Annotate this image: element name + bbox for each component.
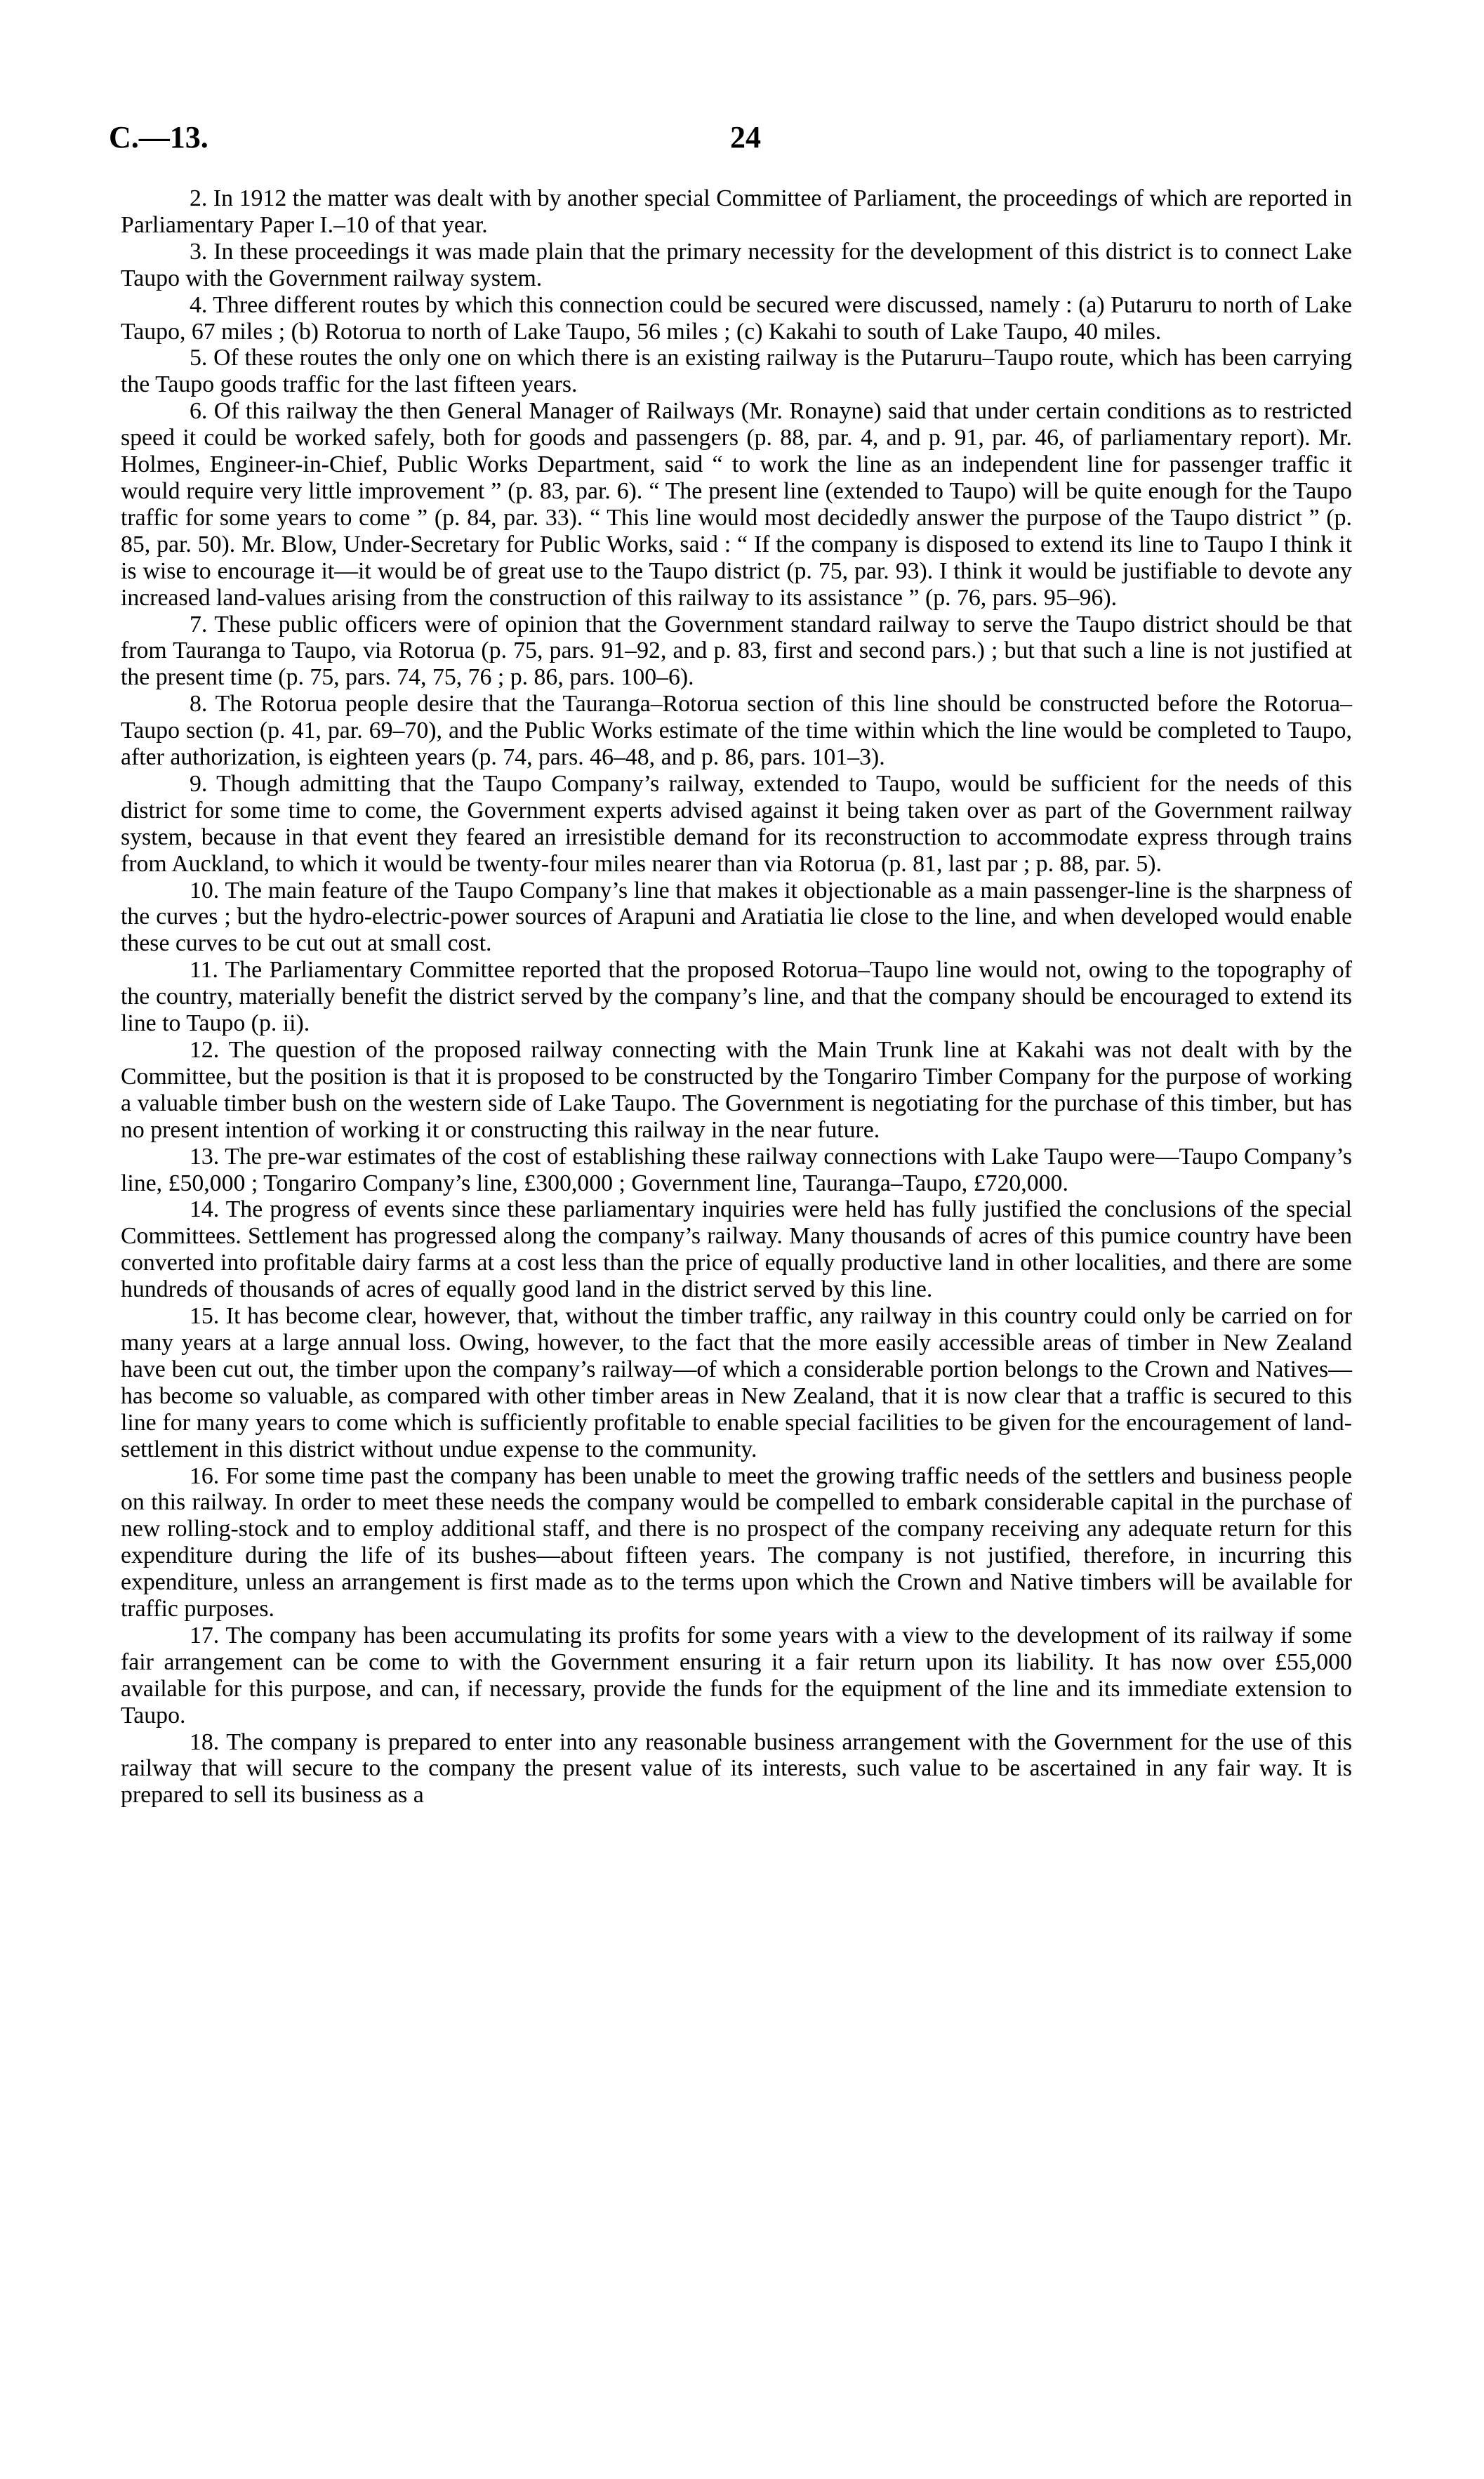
paragraph-10: 10. The main feature of the Taupo Company’s line that makes it objectionable as a main passenger-line is the sharpness of the curves ; but the hydro-electric-power sources of Arapuni and Aratiatia lie close to the line, and when developed would enable these curves to be cut out at small cost. [121,877,1352,957]
paragraph-13: 13. The pre-war estimates of the cost of establishing these railway connections with Lake Taupo were—Taupo Company’s line, £50,000 ; Tongariro Company’s line, £300,000 ; Government line, Tauranga–Taupo, £720,000. [121,1143,1352,1196]
paragraph-5: 5. Of these routes the only one on which there is an existing railway is the Putaruru–Taupo route, which has been carrying the Taupo goods traffic for the last fifteen years. [121,345,1352,398]
paragraph-2: 2. In 1912 the matter was dealt with by another special Committee of Parliament, the proceedings of which are reported in Parliamentary Paper I.–10 of that year. [121,185,1352,238]
paragraph-8: 8. The Rotorua people desire that the Tauranga–Rotorua section of this line should be constructed before the Rotorua–Taupo section (p. 41, par. 69–70), and the Public Works estimate of the time within which the line would be completed to Taupo, after authorization, is eighteen years (p. 74, pars. 46–48, and p. 86, pars. 101–3). [121,691,1352,771]
page-number: 24 [730,120,761,154]
paragraph-12: 12. The question of the proposed railway connecting with the Main Trunk line at Kakahi was not dealt with by the Committee, but the position is that it is proposed to be constructed by the Tongariro Timber Company for the purpose of working a valuable timber bush on the western side of Lake Taupo. The Government is negotiating for the purchase of this timber, but has no present intention of working it or constructing this railway in the near future. [121,1037,1352,1143]
paragraph-4: 4. Three different routes by which this connection could be secured were discussed, namely : (a) Putaruru to north of Lake Taupo, 67 miles ; (b) Rotorua to north of Lake Taupo, 56 miles ; (c) Kakahi to south of Lake Taupo, 40 miles. [121,291,1352,345]
paragraph-6: 6. Of this railway the then General Manager of Railways (Mr. Ronayne) said that under certain conditions as to restricted speed it could be worked safely, both for goods and passengers (p. 88, par. 4, and p. 91, par. 46, of parliamentary report). Mr. Holmes, Engineer-in-Chief, Public Works Department, said “ to work the line as an independent line for passenger traffic it would require very little improvement ” (p. 83, par. 6). “ The present line (extended to Taupo) will be quite enough for the Taupo traffic for some years to come ” (p. 84, par. 33). “ This line would most decidedly answer the purpose of the Taupo district ” (p. 85, par. 50). Mr. Blow, Under-Secretary for Public Works, said : “ If the company is disposed to extend its line to Taupo I think it is wise to encourage it—it would be of great use to the Taupo district (p. 75, par. 93). I think it would be justifiable to devote any increased land-values arising from the construction of this railway to its assistance ” (p. 76, pars. 95–96). [121,398,1352,611]
page-header [0,105,1484,154]
paragraph-3: 3. In these proceedings it was made plain that the primary necessity for the development of this district is to connect Lake Taupo with the Government railway system. [121,238,1352,291]
paragraph-17: 17. The company has been accumulating its profits for some years with a view to the development of its railway if some fair arrangement can be come to with the Government ensuring it a fair return upon its liability. It has now over £55,000 available for this purpose, and can, if necessary, provide the funds for the equipment of the line and its immediate extension to Taupo. [121,1622,1352,1728]
paragraph-9: 9. Though admitting that the Taupo Company’s railway, extended to Taupo, would be sufficient for the needs of this district for some time to come, the Government experts advised against it being taken over as part of the Government railway system, because in that event they feared an irresistible demand for its reconstruction to accommodate express through trains from Auckland, to which it would be twenty-four miles nearer than via Rotorua (p. 81, last par ; p. 88, par. 5). [121,770,1352,877]
paragraph-16: 16. For some time past the company has been unable to meet the growing traffic needs of the settlers and business people on this railway. In order to meet these needs the company would be compelled to embark considerable capital in the purchase of new rolling-stock and to employ additional staff, and there is no prospect of the company receiving any adequate return for this expenditure during the life of its bushes—about fifteen years. The company is not justified, therefore, in incurring this expenditure, unless an arrangement is first made as to the terms upon which the Crown and Native timbers will be available for traffic purposes. [121,1462,1352,1622]
paragraph-18: 18. The company is prepared to enter into any reasonable business arrangement with the Government for the use of this railway that will secure to the company the present value of its interests, such value to be ascertained in any fair way. It is prepared to sell its business as a [121,1728,1352,1809]
document-reference: C.—13. [109,120,208,154]
paragraph-11: 11. The Parliamentary Committee reported that the proposed Rotorua–Taupo line would not, owing to the topography of the country, materially benefit the district served by the company’s line, and that the company should be encouraged to extend its line to Taupo (p. ii). [121,957,1352,1037]
paragraph-7: 7. These public officers were of opinion that the Government standard railway to serve the Taupo district should be that from Tauranga to Taupo, via Rotorua (p. 75, pars. 91–92, and p. 83, first and second pars.) ; but that such a line is not justified at the present time (p. 75, pars. 74, 75, 76 ; p. 86, pars. 100–6). [121,611,1352,691]
paragraph-15: 15. It has become clear, however, that, without the timber traffic, any railway in this country could only be carried on for many years at a large annual loss. Owing, however, to the fact that the more easily accessible areas of timber in New Zealand have been cut out, the timber upon the company’s railway—of which a considerable portion belongs to the Crown and Natives—has become so valuable, as compared with other timber areas in New Zealand, that it is now clear that a traffic is secured to this line for many years to come which is sufficiently profitable to enable special facilities to be given for the encouragement of land-settlement in this district without undue expense to the community. [121,1303,1352,1462]
paragraph-14: 14. The progress of events since these parliamentary inquiries were held has fully justified the conclusions of the special Committees. Settlement has progressed along the company’s railway. Many thousands of acres of this pumice country have been converted into profitable dairy farms at a cost less than the price of equally productive land in other localities, and there are some hundreds of thousands of acres of equally good land in the district served by this line. [121,1196,1352,1303]
document-body [121,185,1352,1809]
